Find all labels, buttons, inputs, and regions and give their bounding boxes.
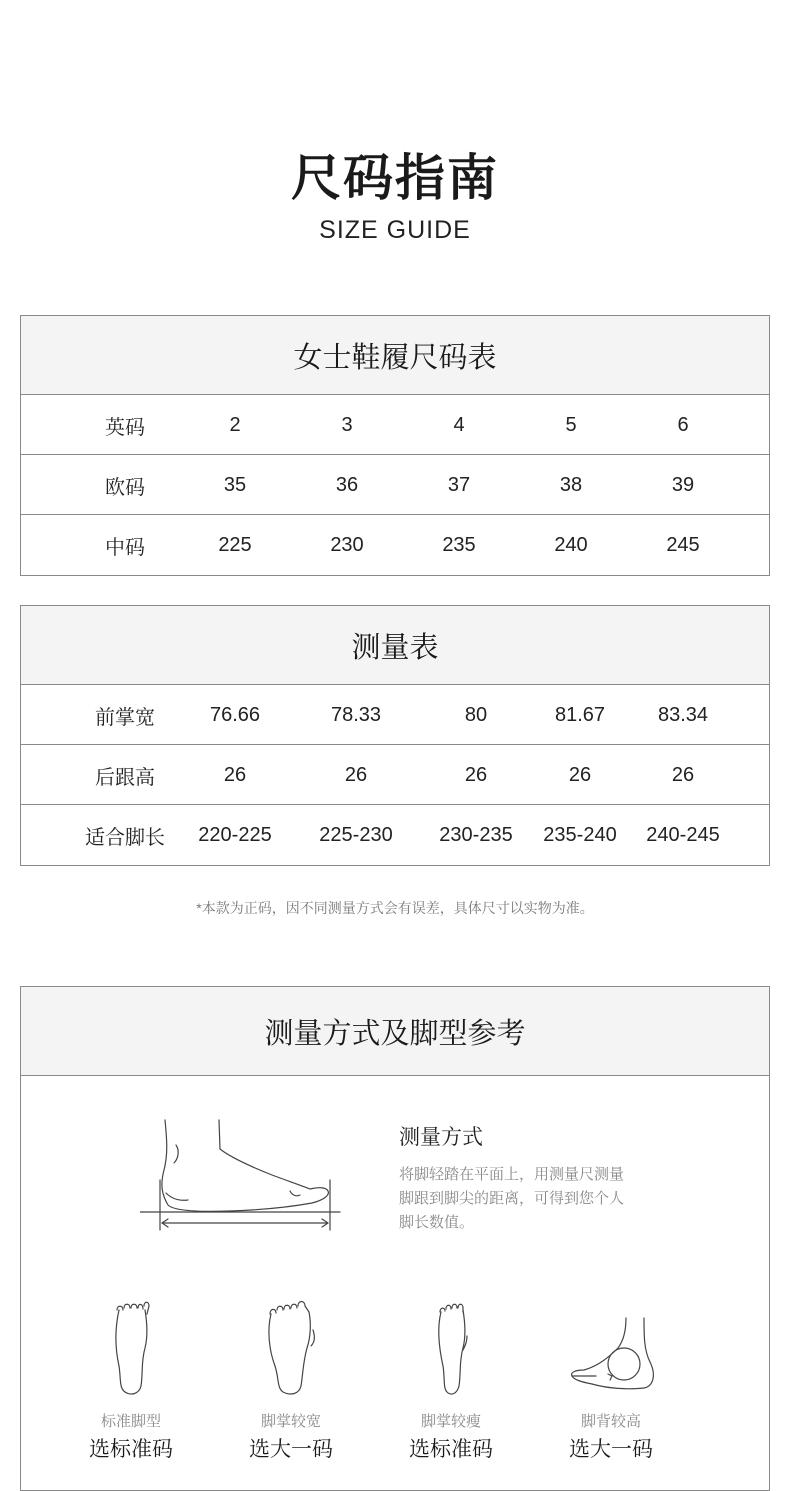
- table-cell: 4: [453, 413, 465, 436]
- table-cell: 76.66: [209, 703, 261, 726]
- measure-method-title: 测量方式及脚型参考: [21, 987, 769, 1076]
- table-cell: 36: [335, 473, 359, 496]
- table-cell: 39: [671, 473, 695, 496]
- foot-type-label: 标准脚型: [100, 1413, 161, 1430]
- table-cell: 235-240: [543, 823, 617, 846]
- foot-type-advice: 选大一码: [249, 1438, 333, 1461]
- table-cell: 26: [671, 763, 695, 786]
- foot-type-label: 脚掌较瘦: [420, 1413, 481, 1430]
- measure-table-title: 测量表: [21, 606, 769, 685]
- table-cell: 26: [344, 763, 368, 786]
- wide-foot-icon: [261, 1300, 321, 1400]
- table-cell: 5: [565, 413, 577, 436]
- foot-type-standard: [51, 1300, 211, 1400]
- row-label: 英码: [105, 416, 145, 439]
- table-row: [21, 745, 769, 805]
- table-cell: 245: [666, 533, 700, 556]
- foot-type-advice: 选标准码: [409, 1438, 493, 1461]
- table-cell: 81.67: [554, 703, 606, 726]
- table-cell: 83.34: [657, 703, 709, 726]
- row-label: 后跟高: [95, 766, 155, 789]
- table-row: [21, 455, 769, 515]
- measure-table: [20, 605, 770, 866]
- measure-method-subtitle: 测量方式: [399, 1126, 483, 1149]
- foot-type-advice: 选大一码: [569, 1438, 653, 1461]
- table-cell: 225: [218, 533, 252, 556]
- disclaimer-note: *本款为正码，因不同测量方式会有误差，具体尺寸以实物为准。: [196, 900, 594, 916]
- foot-type-thin: [371, 1300, 531, 1400]
- description-line: 脚跟到脚尖的距离，可得到您个人: [399, 1190, 625, 1207]
- foot-type-label: 脚掌较宽: [260, 1413, 321, 1430]
- table-cell: 37: [447, 473, 471, 496]
- table-cell: 35: [223, 473, 247, 496]
- size-table: [20, 315, 770, 576]
- high-instep-foot-icon: [546, 1300, 676, 1400]
- table-cell: 2: [229, 413, 241, 436]
- foot-type-wide: [211, 1300, 371, 1400]
- page-subtitle: SIZE GUIDE: [319, 216, 471, 244]
- thin-foot-icon: [421, 1300, 481, 1400]
- table-cell: 6: [677, 413, 689, 436]
- foot-measure-icon: [140, 1115, 350, 1235]
- table-cell: 225-230: [319, 823, 393, 846]
- table-cell: 230-235: [439, 823, 513, 846]
- table-cell: 240: [554, 533, 588, 556]
- table-cell: 80: [464, 703, 488, 726]
- table-row: [21, 395, 769, 455]
- size-table-title: 女士鞋履尺码表: [21, 316, 769, 395]
- page-title: 尺码指南: [291, 150, 499, 206]
- table-cell: 38: [559, 473, 583, 496]
- table-cell: 26: [223, 763, 247, 786]
- standard-foot-icon: [101, 1300, 161, 1400]
- table-cell: 230: [330, 533, 364, 556]
- table-row: [21, 805, 769, 865]
- table-row: [21, 685, 769, 745]
- table-cell: 3: [341, 413, 353, 436]
- row-label: 中码: [105, 536, 145, 559]
- foot-type-high-instep: [531, 1300, 691, 1400]
- table-cell: 235: [442, 533, 476, 556]
- table-cell: 26: [464, 763, 488, 786]
- table-cell: 78.33: [330, 703, 382, 726]
- foot-type-label: 脚背较高: [580, 1413, 641, 1430]
- table-cell: 220-225: [198, 823, 272, 846]
- table-cell: 26: [568, 763, 592, 786]
- table-row: [21, 515, 769, 575]
- measure-method-description: [399, 1163, 659, 1235]
- description-line: 脚长数值。: [399, 1214, 475, 1231]
- row-label: 欧码: [105, 476, 145, 499]
- row-label: 适合脚长: [85, 826, 165, 849]
- row-label: 前掌宽: [95, 706, 155, 729]
- foot-type-advice: 选标准码: [89, 1438, 173, 1461]
- table-cell: 240-245: [646, 823, 720, 846]
- description-line: 将脚轻踏在平面上，用测量尺测量: [399, 1166, 625, 1183]
